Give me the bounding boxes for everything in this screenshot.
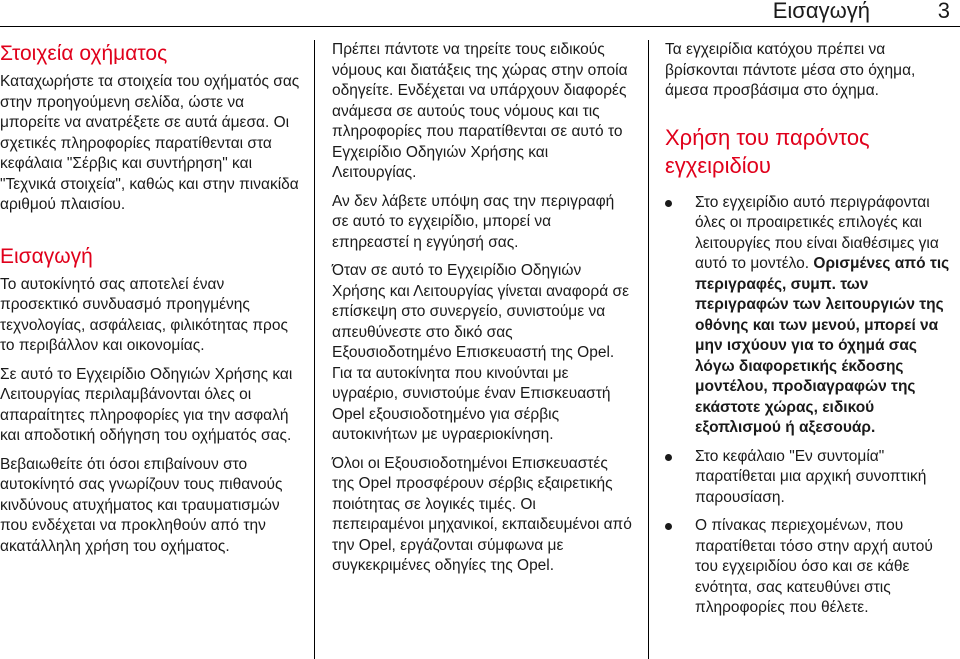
paragraph: Σε αυτό το Εγχειρίδιο Οδηγιών Χρήσης και Λειτουργίας περιλαμβάνονται όλες οι απαραίτητες πληροφορίες για την ασφαλή και αποδοτική οδήγηση του οχήματός σας. (0, 365, 293, 444)
paragraph: Βεβαιωθείτε ότι όσοι επιβαίνουν στο αυτοκίνητό σας γνωρίζουν τους πιθανούς κινδύνους ατυχήματος και τραυματισμών που ενδέχεται να προκληθούν από την ακατάλληλη χρήση του οχήματος. (0, 455, 283, 555)
page-header (0, 0, 960, 34)
column-right (665, 40, 957, 619)
page-number: 3 (937, 0, 950, 23)
bullet-icon (665, 454, 672, 461)
list-item-text: Ο πίνακας περιεχομένων, που παρατίθεται τόσο στην αρχή αυτού του εγχειριδίου όσο και σε κάθε ενότητα, σας κατευθύνει στις πληροφορίες που θέλετε. (695, 517, 933, 616)
paragraph: Καταχωρήστε τα στοιχεία του οχήματός σας στην προηγούμενη σελίδα, ώστε να μπορείτε να ανατρέξετε σε αυτά άμεσα. Οι σχετικές πληροφορίες παρατίθενται στα κεφάλαια "Σέρβις και συντήρηση" και "Τεχνικά στοιχεία", καθώς και στην πινακίδα αριθμού πλαισίου. (0, 73, 300, 213)
paragraph: Όταν σε αυτό το Εγχειρίδιο Οδηγιών Χρήσης και Λειτουργίας γίνεται αναφορά σε επίσκεψη στο συνεργείο, συνιστούμε να απευθύνεστε στο δικό σας Εξουσιοδοτημένο Επισκευαστή της Opel. Για τα αυτοκίνητα που κινούνται με υγραέριο, συνιστούμε έναν Επισκευαστή Opel εξουσιοδοτημένο για σέρβις αυτοκινήτων με υγραεριοκίνηση. (332, 262, 629, 443)
column-divider (314, 40, 315, 659)
column-divider (648, 40, 649, 659)
list-item-bold-note: Ορισμένες από τις περιγραφές, συμπ. των περιγραφών των λειτουργιών της οθόνης και των μενού, μπορεί να μην ισχύουν για το όχημά σας λόγω διαφορετικής έκδοσης μοντέλου, προδιαγραφών της εκάστοτε χώρας, ειδικού εξοπλισμού ή αξεσουάρ. (695, 255, 950, 436)
section-title-vehicle-data: Στοιχεία οχήματος (0, 42, 168, 65)
running-header-title: Εισαγωγή (772, 0, 870, 23)
list-item (665, 193, 957, 439)
section-title-using-manual: Χρήση του παρόντος εγχειριδίου (665, 124, 870, 178)
paragraph: Όλοι οι Εξουσιοδοτημένοι Επισκευαστές της Opel προσφέρουν σέρβις εξαιρετικής ποιότητας σε λογικές τιμές. Οι πεπειραμένοι μηχανικοί, εκπαιδευμένοι από την Opel, εργάζονται σύμφωνα με συγκεκριμένες οδηγίες της Opel. (332, 454, 632, 574)
paragraph: Πρέπει πάντοτε να τηρείτε τους ειδικούς νόμους και διατάξεις της χώρας στην οποία οδηγείτε. Ενδέχεται να υπάρχουν διαφορές ανάμεσα σε αυτούς τους νόμους και τις πληροφορίες που παρατίθενται σε αυτό το Εγχειρίδιο Οδηγιών Χρήσης και Λειτουργίας. (332, 41, 628, 181)
paragraph: Τα εγχειρίδια κατόχου πρέπει να βρίσκονται πάντοτε μέσα στο όχημα, άμεσα προσβάσιμα στο όχημα. (665, 41, 916, 99)
section-title-introduction: Εισαγωγή (0, 244, 93, 268)
paragraph: Το αυτοκίνητό σας αποτελεί έναν προσεκτικό συνδυασμό προηγμένης τεχνολογίας, ασφάλειας, φιλικότητας προς το περιβάλλον και οικονομίας. (0, 275, 288, 354)
paragraph: Αν δεν λάβετε υπόψη σας την περιγραφή σε αυτό το εγχειρίδιο, μπορεί να επηρεαστεί η εγγύησή σας. (332, 192, 615, 251)
header-rule (0, 26, 960, 27)
bullet-list (665, 193, 957, 619)
list-item-text: Στο κεφάλαιο "Εν συντομία" παρατίθεται μια αρχική συνοπτική παρουσίαση. (695, 447, 927, 506)
column-left (0, 40, 300, 557)
list-item-text: Στο εγχειρίδιο αυτό περιγράφονται όλες οι προαιρετικές επιλογές και λειτουργίες που είναι διαθέσιμες για αυτό το μοντέλο. (695, 193, 939, 272)
bullet-icon (665, 200, 672, 207)
list-item (665, 447, 957, 509)
bullet-icon (665, 523, 672, 530)
column-middle (332, 40, 632, 577)
list-item (665, 516, 957, 619)
